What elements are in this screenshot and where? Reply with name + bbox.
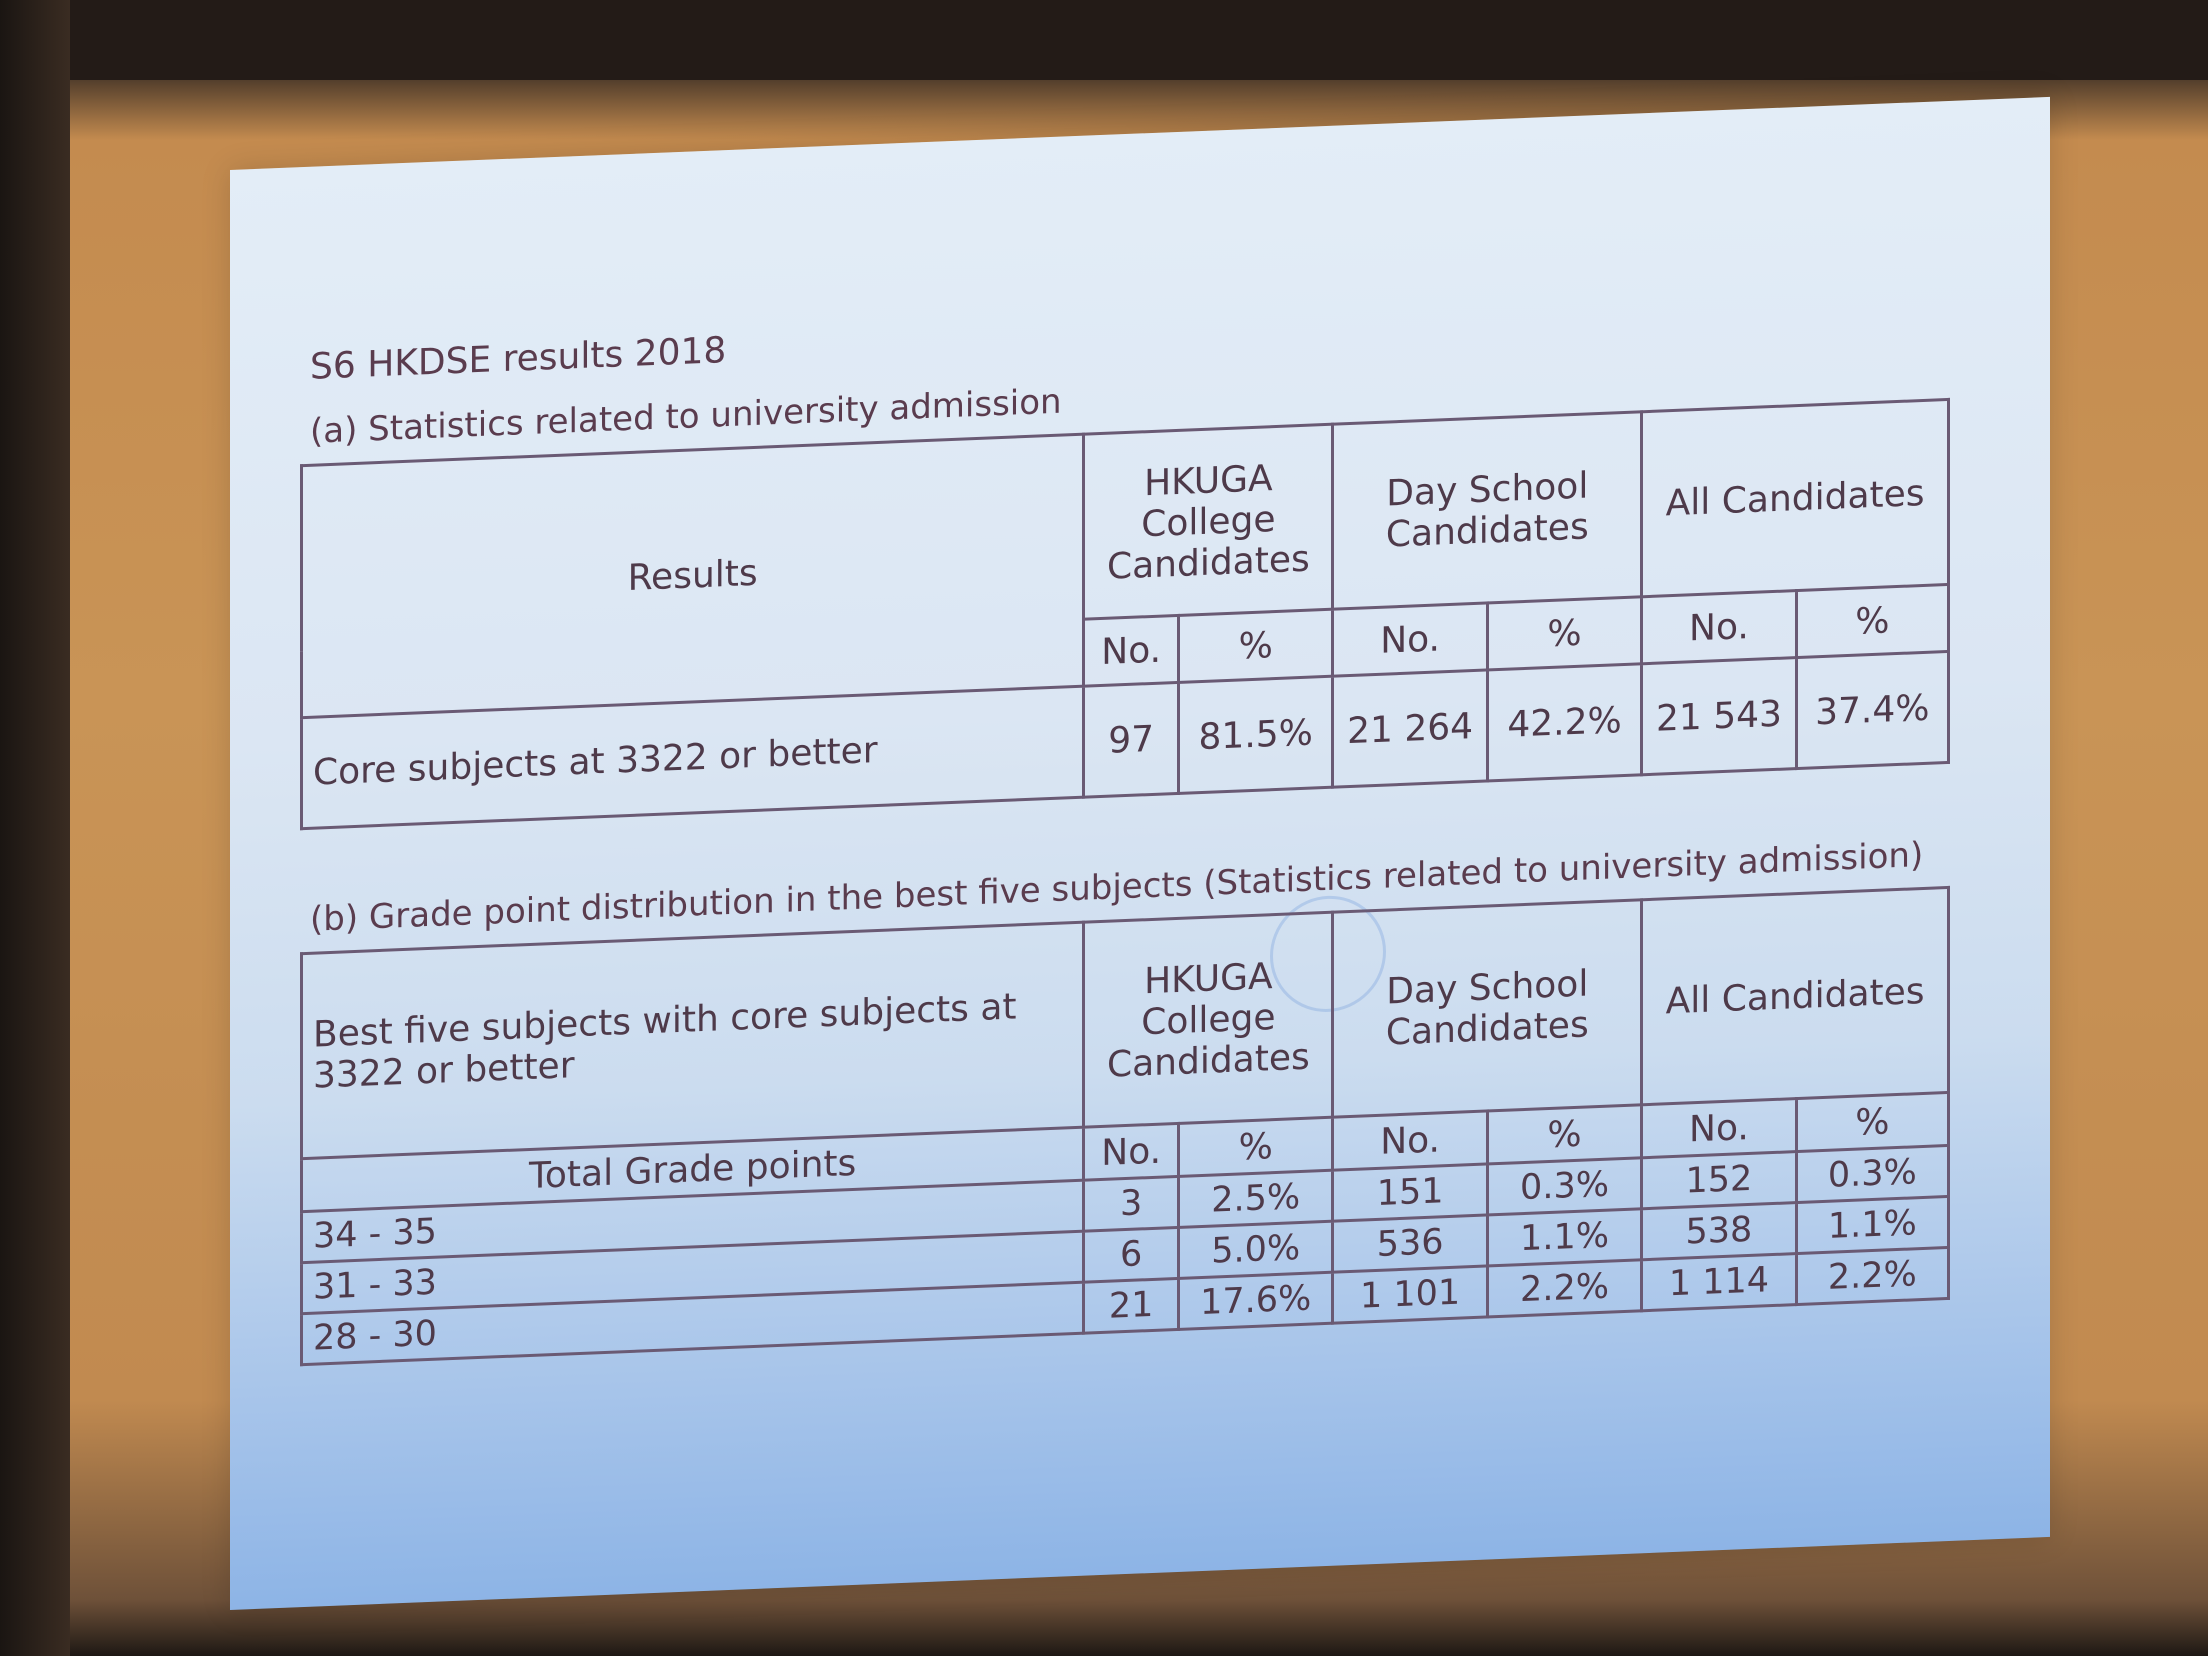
header-total-grade-points: Total Grade points <box>302 1127 1084 1211</box>
header-hkuga: HKUGA College Candidates <box>1084 912 1333 1127</box>
row-label: 34 - 35 <box>302 1180 1084 1262</box>
cell-value: 538 <box>1642 1203 1796 1260</box>
cell-value: 97 <box>1084 682 1179 797</box>
header-hkuga: HKUGA College Candidates <box>1084 424 1333 619</box>
cell-value: 42.2% <box>1487 664 1641 781</box>
cell-value: 1 114 <box>1642 1254 1796 1311</box>
slide-title: S6 HKDSE results 2018 <box>310 330 727 388</box>
cell-value: 1 101 <box>1333 1266 1487 1323</box>
header-best-five: Best five subjects with core subjects at 3322 or better <box>302 922 1084 1158</box>
header-day-school: Day School Candidates <box>1333 412 1642 609</box>
cell-value: 17.6% <box>1179 1272 1333 1329</box>
cell-value: 21 <box>1084 1278 1179 1333</box>
wall-left <box>0 0 70 1656</box>
cell-value: 151 <box>1333 1164 1487 1221</box>
cell-value: 536 <box>1333 1215 1487 1272</box>
section-a-caption: (a) Statistics related to university admission <box>310 381 1062 452</box>
cell-value: 0.3% <box>1487 1158 1641 1215</box>
university-admission-table <box>300 398 1950 830</box>
row-label: 28 - 30 <box>302 1282 1084 1364</box>
header-day-school: Day School Candidates <box>1333 900 1642 1117</box>
header-results: Results <box>302 434 1084 717</box>
subheader-pct: % <box>1796 584 1948 657</box>
cell-value: 1.1% <box>1487 1209 1641 1266</box>
cell-value: 2.2% <box>1796 1247 1948 1304</box>
cell-value: 5.0% <box>1179 1221 1333 1278</box>
cell-value: 2.5% <box>1179 1170 1333 1227</box>
cell-value: 1.1% <box>1796 1196 1948 1253</box>
subheader-pct: % <box>1487 597 1641 670</box>
cell-value: 21 543 <box>1642 658 1796 775</box>
subheader-pct: % <box>1796 1092 1948 1151</box>
slide-content <box>300 279 1990 1366</box>
subheader-no: No. <box>1333 1111 1487 1170</box>
cell-value: 2.2% <box>1487 1260 1641 1317</box>
cell-value: 6 <box>1084 1227 1179 1282</box>
header-all-candidates: All Candidates <box>1642 399 1949 596</box>
row-label: Core subjects at 3322 or better <box>302 686 1084 828</box>
cell-value: 0.3% <box>1796 1145 1948 1202</box>
subheader-no: No. <box>1642 591 1796 664</box>
cell-value: 37.4% <box>1796 651 1948 768</box>
header-all-candidates: All Candidates <box>1642 887 1949 1104</box>
cell-value: 3 <box>1084 1176 1179 1231</box>
subheader-no: No. <box>1084 615 1179 686</box>
grade-point-distribution-table <box>300 886 1950 1366</box>
subheader-pct: % <box>1179 1117 1333 1176</box>
row-label: 31 - 33 <box>302 1231 1084 1313</box>
screen-frame-top <box>0 0 2208 80</box>
subheader-pct: % <box>1179 609 1333 682</box>
subheader-no: No. <box>1333 603 1487 676</box>
cell-value: 152 <box>1642 1152 1796 1209</box>
subheader-no: No. <box>1084 1123 1179 1180</box>
section-b-caption: (b) Grade point distribution in the best five subjects (Statistics related to university admission) <box>310 834 1924 940</box>
subheader-no: No. <box>1642 1099 1796 1158</box>
cell-value: 21 264 <box>1333 670 1487 787</box>
projected-slide <box>230 97 2050 1610</box>
cell-value: 81.5% <box>1179 676 1333 793</box>
subheader-pct: % <box>1487 1105 1641 1164</box>
